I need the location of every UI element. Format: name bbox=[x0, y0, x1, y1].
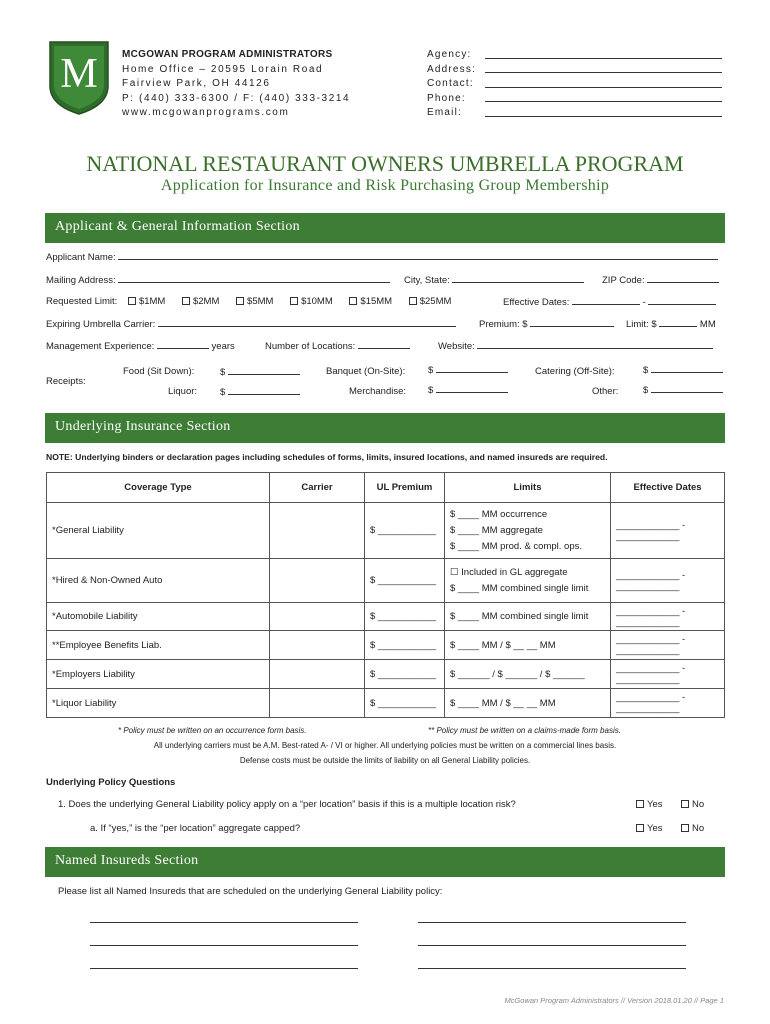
policy-questions-heading: Underlying Policy Questions bbox=[46, 777, 176, 788]
locations-row bbox=[265, 340, 410, 352]
website-label: Website: bbox=[438, 341, 475, 352]
banquet-field[interactable] bbox=[436, 364, 508, 373]
zip-row bbox=[602, 274, 719, 286]
zip-field[interactable] bbox=[647, 274, 719, 283]
checkbox-icon bbox=[290, 297, 298, 305]
limits-cell[interactable]: $ ____ MM combined single limit bbox=[445, 603, 611, 631]
limit-row bbox=[626, 318, 716, 330]
food-field-row: $ bbox=[220, 366, 300, 378]
merchandise-field[interactable] bbox=[436, 384, 508, 393]
liquor-field[interactable] bbox=[228, 386, 300, 395]
liquor-field-row: $ bbox=[220, 386, 300, 398]
carrier-cell[interactable] bbox=[270, 660, 365, 689]
dates-cell[interactable]: ____________ - ____________ bbox=[611, 503, 725, 559]
effective-date-to-field[interactable] bbox=[648, 296, 716, 305]
receipts-label: Receipts: bbox=[46, 376, 86, 387]
coverage-cell: *Employers Liability bbox=[47, 660, 270, 689]
limits-cell[interactable]: $ ____ MM / $ __ __ MM bbox=[445, 631, 611, 660]
liquor-label: Liquor: bbox=[168, 386, 198, 397]
agency-contact-label: Contact: bbox=[427, 78, 474, 89]
checkbox-icon bbox=[128, 297, 136, 305]
food-field[interactable] bbox=[228, 366, 300, 375]
limit-option-2mm[interactable]: $2MM bbox=[182, 296, 219, 307]
premium-cell[interactable]: $ ___________ bbox=[365, 559, 445, 603]
company-phone: P: (440) 333-6300 / F: (440) 333-3214 bbox=[122, 92, 351, 104]
agency-phone-label: Phone: bbox=[427, 92, 466, 104]
checkbox-icon bbox=[236, 297, 244, 305]
column-header-coverage: Coverage Type bbox=[47, 473, 270, 503]
limits-cell[interactable]: $ ____ MM occurrence $ ____ MM aggregate $ ____ MM prod. & compl. ops. bbox=[445, 503, 611, 559]
dates-cell[interactable]: ____________ - ____________ bbox=[611, 689, 725, 718]
applicant-name-label: Applicant Name: bbox=[46, 252, 116, 263]
checkbox-icon bbox=[636, 824, 644, 832]
checkbox-icon bbox=[636, 800, 644, 808]
catering-field-row: $ bbox=[643, 364, 723, 376]
dates-cell[interactable]: ____________ - ____________ bbox=[611, 660, 725, 689]
merchandise-label: Merchandise: bbox=[349, 386, 407, 397]
named-insured-field[interactable] bbox=[90, 960, 358, 969]
website-field[interactable] bbox=[477, 340, 713, 349]
page-title: NATIONAL RESTAURANT OWNERS UMBRELLA PROGRAM bbox=[86, 151, 684, 176]
effective-dates-row: Effective Dates: - bbox=[503, 296, 716, 308]
food-label: Food (Sit Down): bbox=[123, 366, 195, 377]
limits-cell[interactable]: ☐ Included in GL aggregate $ ____ MM combined single limit bbox=[445, 559, 611, 603]
banquet-label: Banquet (On-Site): bbox=[326, 366, 406, 377]
zip-label: ZIP Code: bbox=[602, 275, 645, 286]
management-experience-label: Management Experience: bbox=[46, 341, 155, 352]
dates-cell[interactable]: ____________ - ____________ bbox=[611, 631, 725, 660]
named-insured-field[interactable] bbox=[418, 960, 686, 969]
carrier-cell[interactable] bbox=[270, 603, 365, 631]
table-row bbox=[47, 689, 725, 718]
dates-cell[interactable]: ____________ - ____________ bbox=[611, 559, 725, 603]
other-field[interactable] bbox=[651, 384, 723, 393]
column-header-effective-dates: Effective Dates bbox=[611, 473, 725, 503]
question-1a: a. If “yes,” is the “per location” aggregate capped? bbox=[90, 823, 301, 834]
merchandise-field-row: $ bbox=[428, 384, 508, 396]
premium-cell[interactable]: $ ___________ bbox=[365, 689, 445, 718]
dates-cell[interactable]: ____________ - ____________ bbox=[611, 603, 725, 631]
city-state-label: City, State: bbox=[404, 275, 450, 286]
footnote-defense-costs: Defense costs must be outside the limits of liability on all General Liability policies. bbox=[239, 756, 531, 765]
applicant-section-header: Applicant & General Information Section bbox=[45, 213, 725, 243]
agency-address-field[interactable] bbox=[485, 72, 722, 73]
limit-option-10mm[interactable]: $10MM bbox=[290, 296, 333, 307]
mailing-address-label: Mailing Address: bbox=[46, 275, 116, 286]
named-insureds-prompt: Please list all Named Insureds that are scheduled on the underlying General Liability policy: bbox=[58, 886, 443, 897]
coverage-cell: *Automobile Liability bbox=[47, 603, 270, 631]
checkbox-icon bbox=[409, 297, 417, 305]
checkbox-icon bbox=[182, 297, 190, 305]
checkbox-icon bbox=[349, 297, 357, 305]
effective-dates-label: Effective Dates: bbox=[503, 297, 570, 308]
underlying-section-header: Underlying Insurance Section bbox=[45, 413, 725, 443]
management-experience-row bbox=[46, 340, 235, 352]
mailing-address-row bbox=[46, 274, 390, 286]
coverage-cell: **Employee Benefits Liab. bbox=[47, 631, 270, 660]
column-header-premium: UL Premium bbox=[365, 473, 445, 503]
company-address1: Home Office – 20595 Lorain Road bbox=[122, 63, 324, 75]
limit-mm-unit: MM bbox=[699, 319, 716, 330]
carrier-cell[interactable] bbox=[270, 631, 365, 660]
limit-field[interactable] bbox=[659, 318, 697, 327]
management-experience-field[interactable] bbox=[157, 340, 209, 349]
named-insureds-section-header: Named Insureds Section bbox=[45, 847, 725, 877]
page-subtitle: Application for Insurance and Risk Purchasing Group Membership bbox=[160, 177, 610, 194]
company-website[interactable]: www.mcgowanprograms.com bbox=[122, 107, 290, 118]
catering-label: Catering (Off-Site): bbox=[535, 366, 615, 377]
table-row bbox=[47, 631, 725, 660]
expiring-carrier-field[interactable] bbox=[158, 318, 456, 327]
question-1-no[interactable]: No bbox=[681, 799, 704, 810]
agency-block bbox=[427, 48, 476, 121]
column-header-carrier: Carrier bbox=[270, 473, 365, 503]
table-row bbox=[47, 503, 725, 559]
requested-limit-row bbox=[46, 296, 451, 307]
premium-cell[interactable]: $ ___________ bbox=[365, 660, 445, 689]
agency-email-field[interactable] bbox=[485, 116, 722, 117]
mailing-address-field[interactable] bbox=[118, 274, 390, 283]
premium-field[interactable] bbox=[530, 318, 614, 327]
checkbox-icon bbox=[681, 800, 689, 808]
question-1a-no[interactable]: No bbox=[681, 823, 704, 834]
company-block bbox=[122, 48, 350, 121]
limit-label: Limit: $ bbox=[626, 319, 657, 330]
table-row bbox=[47, 603, 725, 631]
footnote-carrier-rating: All underlying carriers must be A.M. Best-rated A- / VI or higher. All underlying policies must be written on a commercial lines basis. bbox=[153, 741, 617, 750]
agency-field[interactable] bbox=[485, 58, 722, 59]
other-label: Other: bbox=[592, 386, 619, 397]
agency-label: Agency: bbox=[427, 49, 472, 60]
coverage-cell: *Hired & Non-Owned Auto bbox=[47, 559, 270, 603]
requested-limit-label: Requested Limit: bbox=[46, 296, 118, 307]
company-logo-shield bbox=[48, 40, 110, 116]
carrier-cell[interactable] bbox=[270, 689, 365, 718]
coverage-cell: *General Liability bbox=[47, 503, 270, 559]
limit-option-15mm[interactable]: $15MM bbox=[349, 296, 392, 307]
question-1a-yes[interactable]: Yes bbox=[636, 823, 663, 834]
limits-cell[interactable]: $ ____ MM / $ __ __ MM bbox=[445, 689, 611, 718]
num-locations-label: Number of Locations: bbox=[265, 341, 356, 352]
applicant-name-row bbox=[46, 251, 718, 263]
company-name: MCGOWAN PROGRAM ADMINISTRATORS bbox=[122, 49, 333, 60]
page-footer: McGowan Program Administrators // Version 2018.01.20 // Page 1 bbox=[504, 996, 724, 1005]
city-state-field[interactable] bbox=[452, 274, 584, 283]
question-1-yes[interactable]: Yes bbox=[636, 799, 663, 810]
premium-cell[interactable]: $ ___________ bbox=[365, 503, 445, 559]
limits-cell[interactable]: $ ______ / $ ______ / $ ______ bbox=[445, 660, 611, 689]
premium-cell[interactable]: $ ___________ bbox=[365, 603, 445, 631]
num-locations-field[interactable] bbox=[358, 340, 410, 349]
agency-email-label: Email: bbox=[427, 107, 462, 118]
company-address2: Fairview Park, OH 44126 bbox=[122, 78, 271, 89]
agency-contact-field[interactable] bbox=[485, 87, 722, 88]
table-header-row bbox=[47, 473, 725, 503]
question-1: 1. Does the underlying General Liability policy apply on a “per location” basis if this is a multiple location risk? bbox=[58, 799, 516, 810]
underlying-coverage-table bbox=[46, 472, 725, 718]
premium-row bbox=[479, 318, 614, 330]
agency-phone-field[interactable] bbox=[485, 101, 722, 102]
agency-address-label: Address: bbox=[427, 63, 477, 75]
expiring-carrier-row bbox=[46, 318, 456, 330]
checkbox-icon bbox=[681, 824, 689, 832]
table-row bbox=[47, 559, 725, 603]
website-row bbox=[438, 340, 713, 352]
named-insured-field[interactable] bbox=[418, 937, 686, 946]
underlying-note: NOTE: Underlying binders or declaration pages including schedules of forms, limits, insured locations, and named insureds are required. bbox=[46, 452, 608, 462]
footnote-occurrence: * Policy must be written on an occurrence form basis. bbox=[118, 726, 307, 735]
footnote-claims-made: ** Policy must be written on a claims-made form basis. bbox=[428, 726, 621, 735]
premium-label: Premium: $ bbox=[479, 319, 528, 330]
carrier-cell[interactable] bbox=[270, 559, 365, 603]
coverage-cell: *Liquor Liability bbox=[47, 689, 270, 718]
table-row bbox=[47, 660, 725, 689]
years-unit: years bbox=[211, 341, 235, 352]
named-insured-field[interactable] bbox=[418, 914, 686, 923]
effective-date-from-field[interactable] bbox=[572, 296, 640, 305]
banquet-field-row: $ bbox=[428, 364, 508, 376]
catering-field[interactable] bbox=[651, 364, 723, 373]
limit-option-1mm[interactable]: $1MM bbox=[128, 296, 165, 307]
premium-cell[interactable]: $ ___________ bbox=[365, 631, 445, 660]
other-field-row: $ bbox=[643, 384, 723, 396]
carrier-cell[interactable] bbox=[270, 503, 365, 559]
logo-letter: M bbox=[60, 51, 98, 97]
column-header-limits: Limits bbox=[445, 473, 611, 503]
expiring-carrier-label: Expiring Umbrella Carrier: bbox=[46, 319, 156, 330]
limit-option-25mm[interactable]: $25MM bbox=[409, 296, 452, 307]
city-state-row bbox=[404, 274, 584, 286]
applicant-name-field[interactable] bbox=[118, 251, 718, 260]
named-insured-field[interactable] bbox=[90, 937, 358, 946]
limit-option-5mm[interactable]: $5MM bbox=[236, 296, 273, 307]
named-insured-field[interactable] bbox=[90, 914, 358, 923]
